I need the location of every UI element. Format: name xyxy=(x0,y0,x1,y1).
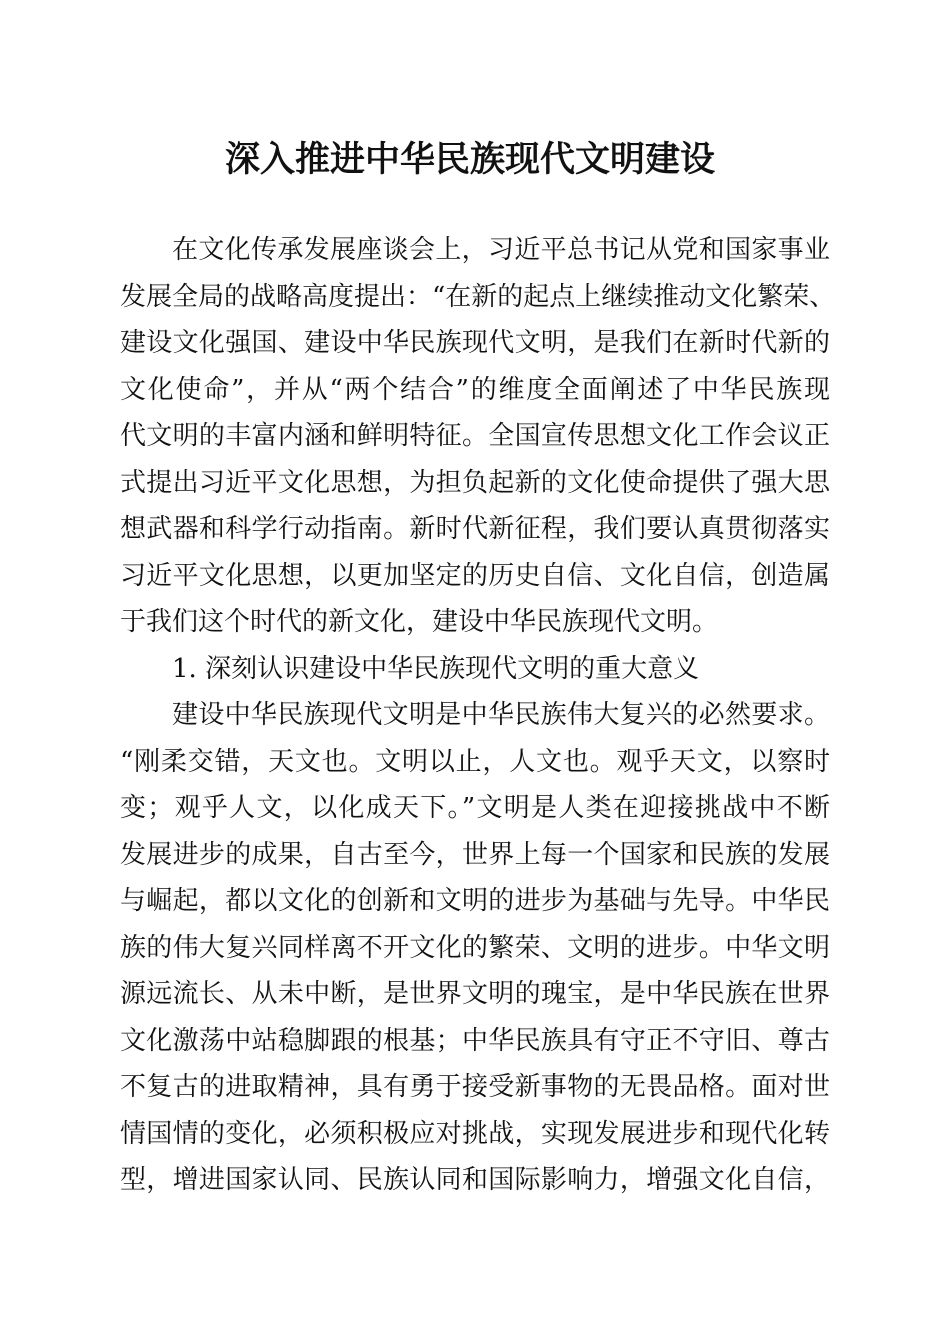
paragraph-2-line-10: 情国情的变化，必须积极应对挑战，实现发展进步和现代化转 xyxy=(120,1118,830,1149)
paragraph-2-line-1: 建设中华民族现代文明是中华民族伟大复兴的必然要求。 xyxy=(172,700,830,730)
document-title: 深入推进中华民族现代文明建设 xyxy=(224,139,715,180)
paragraph-1-line-7: 想武器和科学行动指南。新时代新征程，我们要认真贯彻落实 xyxy=(120,514,830,544)
paragraph-1-line-8: 习近平文化思想，以更加坚定的历史自信、文化自信，创造属 xyxy=(120,560,830,591)
paragraph-1-line-9: 于我们这个时代的新文化，建设中华民族现代文明。 xyxy=(120,607,719,637)
paragraph-1-line-1: 在文化传承发展座谈会上，习近平总书记从党和国家事业 xyxy=(172,235,830,265)
paragraph-2-line-5: 与崛起，都以文化的创新和文明的进步为基础与先导。中华民 xyxy=(120,886,830,916)
paragraph-2-line-8: 文化激荡中站稳脚跟的根基；中华民族具有守正不守旧、尊古 xyxy=(120,1025,830,1056)
document-body xyxy=(120,227,836,1204)
paragraph-1-line-3: 建设文化强国、建设中华民族现代文明，是我们在新时代新的 xyxy=(120,328,830,358)
paragraph-2-line-2: “刚柔交错，天文也。文明以止，人文也。观乎天文，以察时 xyxy=(120,746,830,777)
paragraph-2-line-11: 型，增进国家认同、民族认同和国际影响力，增强文化自信， xyxy=(120,1165,830,1195)
paragraph-2-line-7: 源远流长、从未中断，是世界文明的瑰宝，是中华民族在世界 xyxy=(120,979,830,1009)
paragraph-1-line-4: 文化使命”，并从“两个结合”的维度全面阐述了中华民族现 xyxy=(120,374,830,405)
paragraph-2-line-4: 发展进步的成果，自古至今，世界上每一个国家和民族的发展 xyxy=(120,839,830,870)
paragraph-2-line-9: 不复古的进取精神，具有勇于接受新事物的无畏品格。面对世 xyxy=(120,1072,830,1102)
paragraph-1-line-5: 代文明的丰富内涵和鲜明特征。全国宣传思想文化工作会议正 xyxy=(120,421,830,451)
paragraph-2-line-6: 族的伟大复兴同样离不开文化的繁荣、文明的进步。中华文明 xyxy=(120,932,830,963)
paragraph-2-line-3: 变；观乎人文，以化成天下。”文明是人类在迎接挑战中不断 xyxy=(120,793,830,823)
paragraph-1-line-2: 发展全局的战略高度提出：“在新的起点上继续推动文化繁荣、 xyxy=(120,281,836,312)
paragraph-1-line-6: 式提出习近平文化思想，为担负起新的文化使命提供了强大思 xyxy=(120,467,830,498)
section-heading-1: 1. 深刻认识建设中华民族现代文明的重大意义 xyxy=(172,653,700,684)
